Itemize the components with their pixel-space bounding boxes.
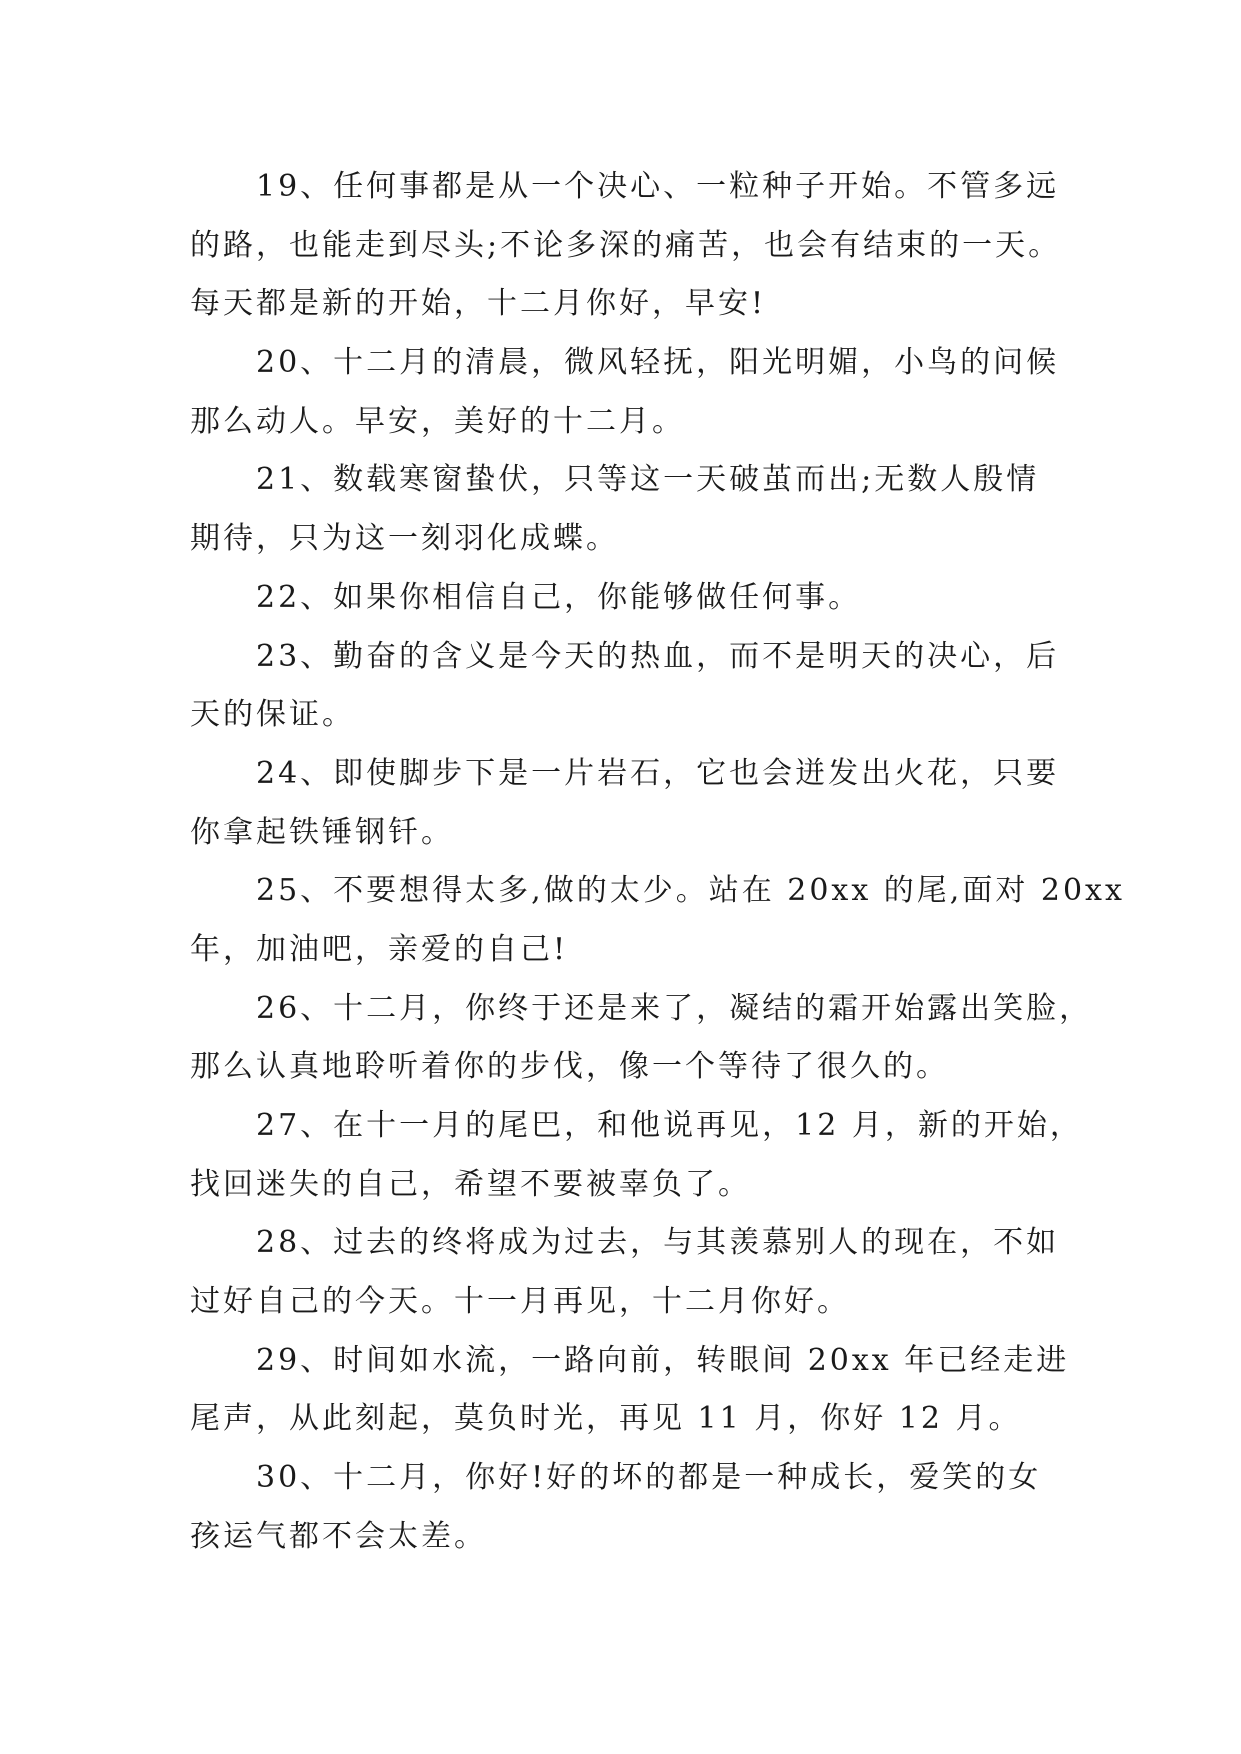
- paragraph-line: 那么动人。早安，美好的十二月。: [190, 403, 685, 439]
- paragraph-line: 27、在十一月的尾巴，和他说再见，12 月，新的开始，: [256, 1108, 1083, 1143]
- paragraph-20: [190, 334, 1060, 451]
- paragraph-26: [190, 980, 1093, 1097]
- paragraph-line: 你拿起铁锤钢钎。: [190, 814, 454, 850]
- paragraph-line: 期待，只为这一刻羽化成蝶。: [190, 521, 619, 557]
- paragraph-line: 20、十二月的清晨，微风轻抚，阳光明媚，小鸟的问候: [256, 345, 1060, 381]
- paragraph-23: [190, 628, 1060, 745]
- document-body: [190, 158, 1125, 1567]
- paragraph-line: 28、过去的终将成为过去，与其羡慕别人的现在，不如: [256, 1225, 1060, 1261]
- paragraph-line: 19、任何事都是从一个决心、一粒种子开始。不管多远: [256, 169, 1060, 204]
- paragraph-line: 26、十二月，你终于还是来了，凝结的霜开始露出笑脸，: [256, 990, 1093, 1026]
- paragraph-line: 22、如果你相信自己，你能够做任何事。: [256, 579, 862, 615]
- paragraph-line: 尾声，从此刻起，莫负时光，再见 11 月，你好 12 月。: [190, 1401, 1022, 1437]
- paragraph-28: [190, 1214, 1060, 1331]
- paragraph-line: 24、即使脚步下是一片岩石，它也会迸发出火花，只要: [256, 755, 1060, 791]
- paragraph-line: 那么认真地聆听着你的步伐，像一个等待了很久的。: [190, 1049, 949, 1085]
- paragraph-24: [190, 745, 1060, 862]
- paragraph-30: [190, 1449, 1060, 1566]
- paragraph-line: 29、时间如水流，一路向前，转眼间 20xx 年已经走进: [256, 1342, 1070, 1378]
- paragraph-line: 过好自己的今天。十一月再见，十二月你好。: [190, 1284, 850, 1320]
- paragraph-line: 天的保证。: [190, 697, 355, 733]
- paragraph-line: 每天都是新的开始，十二月你好，早安!: [190, 286, 767, 322]
- paragraph-21: [190, 451, 1060, 568]
- paragraph-line: 30、十二月，你好!好的坏的都是一种成长，爱笑的女: [256, 1460, 1042, 1496]
- paragraph-line: 的路，也能走到尽头;不论多深的痛苦，也会有结束的一天。: [190, 227, 1062, 263]
- paragraph-29: [190, 1332, 1070, 1449]
- paragraph-27: [190, 1097, 1083, 1214]
- paragraph-line: 孩运气都不会太差。: [190, 1518, 487, 1554]
- paragraph-line: 找回迷失的自己，希望不要被辜负了。: [190, 1166, 751, 1202]
- paragraph-22: [190, 569, 1060, 628]
- paragraph-line: 年，加油吧，亲爱的自己!: [190, 931, 569, 967]
- paragraph-line: 23、勤奋的含义是今天的热血，而不是明天的决心，后: [256, 638, 1060, 674]
- paragraph-line: 25、不要想得太多,做的太少。站在 20xx 的尾,面对 20xx: [256, 873, 1125, 909]
- paragraph-25: [190, 862, 1125, 979]
- paragraph-line: 21、数载寒窗蛰伏，只等这一天破茧而出;无数人殷情: [256, 462, 1040, 498]
- paragraph-19: [190, 158, 1060, 334]
